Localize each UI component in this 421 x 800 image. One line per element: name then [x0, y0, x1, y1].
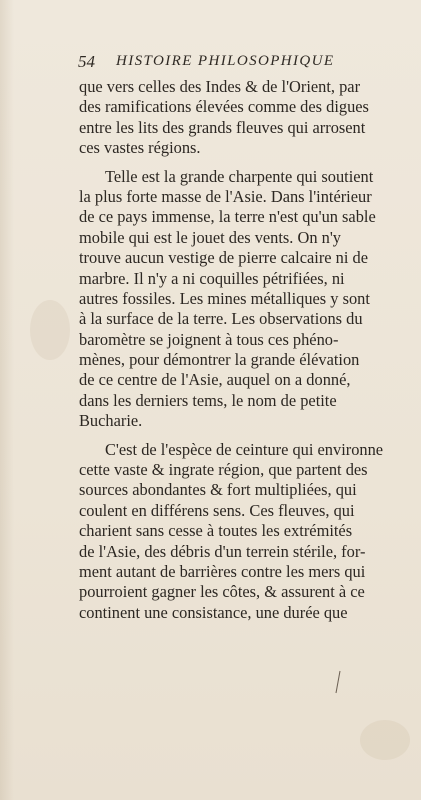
text-line: de ce centre de l'Asie, auquel on a donné,: [79, 370, 351, 390]
text-line: entre les lits des grands fleuves qui arrosent: [79, 117, 366, 137]
text-line: coulent en différens sens. Ces fleuves, qui: [79, 500, 355, 520]
text-line: marbre. Il n'y a ni coquilles pétrifiées, ni: [79, 268, 345, 288]
text-line: autres fossiles. Les mines métalliques y sont: [79, 288, 370, 308]
pencil-mark: [334, 670, 342, 694]
text-line: la plus forte masse de l'Asie. Dans l'intérieur: [79, 186, 372, 206]
text-line: ces vastes régions.: [79, 138, 201, 158]
text-line: des ramifications élevées comme des digues: [79, 97, 369, 117]
text-line: à la surface de la terre. Les observations du: [79, 309, 363, 329]
text-line: continent une consistance, une durée que: [79, 602, 348, 622]
text-line: de ce pays immense, la terre n'est qu'un sable: [79, 207, 376, 227]
text-line: Bucharie.: [79, 411, 143, 431]
text-line: de l'Asie, des débris d'un terrein stérile, for-: [79, 541, 366, 561]
text-line: mènes, pour démontrer la grande élévation: [79, 350, 360, 370]
page-header: [78, 52, 398, 74]
paragraph-2: [79, 167, 416, 432]
text-line: Telle est la grande charpente qui soutient: [105, 166, 374, 186]
text-line: que vers celles des Indes & de l'Orient, par: [79, 77, 361, 96]
running-title: HISTOIRE PHILOSOPHIQUE: [116, 53, 335, 69]
body-text: [79, 77, 416, 623]
text-line: dans les derniers tems, le nom de petite: [79, 390, 337, 410]
paragraph-3: [79, 440, 416, 624]
text-line: cette vaste & ingrate région, que partent des: [79, 460, 368, 480]
paragraph-1: [79, 77, 416, 159]
paper-stain: [360, 720, 410, 760]
text-line: mobile qui est le jouet des vents. On n'y: [79, 227, 341, 247]
text-line: trouve aucun vestige de pierre calcaire ni de: [79, 248, 368, 268]
text-line: charient sans cesse à toutes les extrémités: [79, 521, 353, 541]
text-line: sources abondantes & fort multipliées, qui: [79, 480, 357, 500]
text-line: baromètre se joignent à tous ces phéno-: [79, 329, 339, 349]
text-line: ment autant de barrières contre les mers qui: [79, 561, 366, 581]
paper-stain: [30, 300, 70, 360]
text-line: C'est de l'espèce de ceinture qui environne: [105, 439, 384, 459]
page-number: 54: [78, 52, 95, 71]
text-line: pourroient gagner les côtes, & assurent à ce: [79, 582, 365, 602]
